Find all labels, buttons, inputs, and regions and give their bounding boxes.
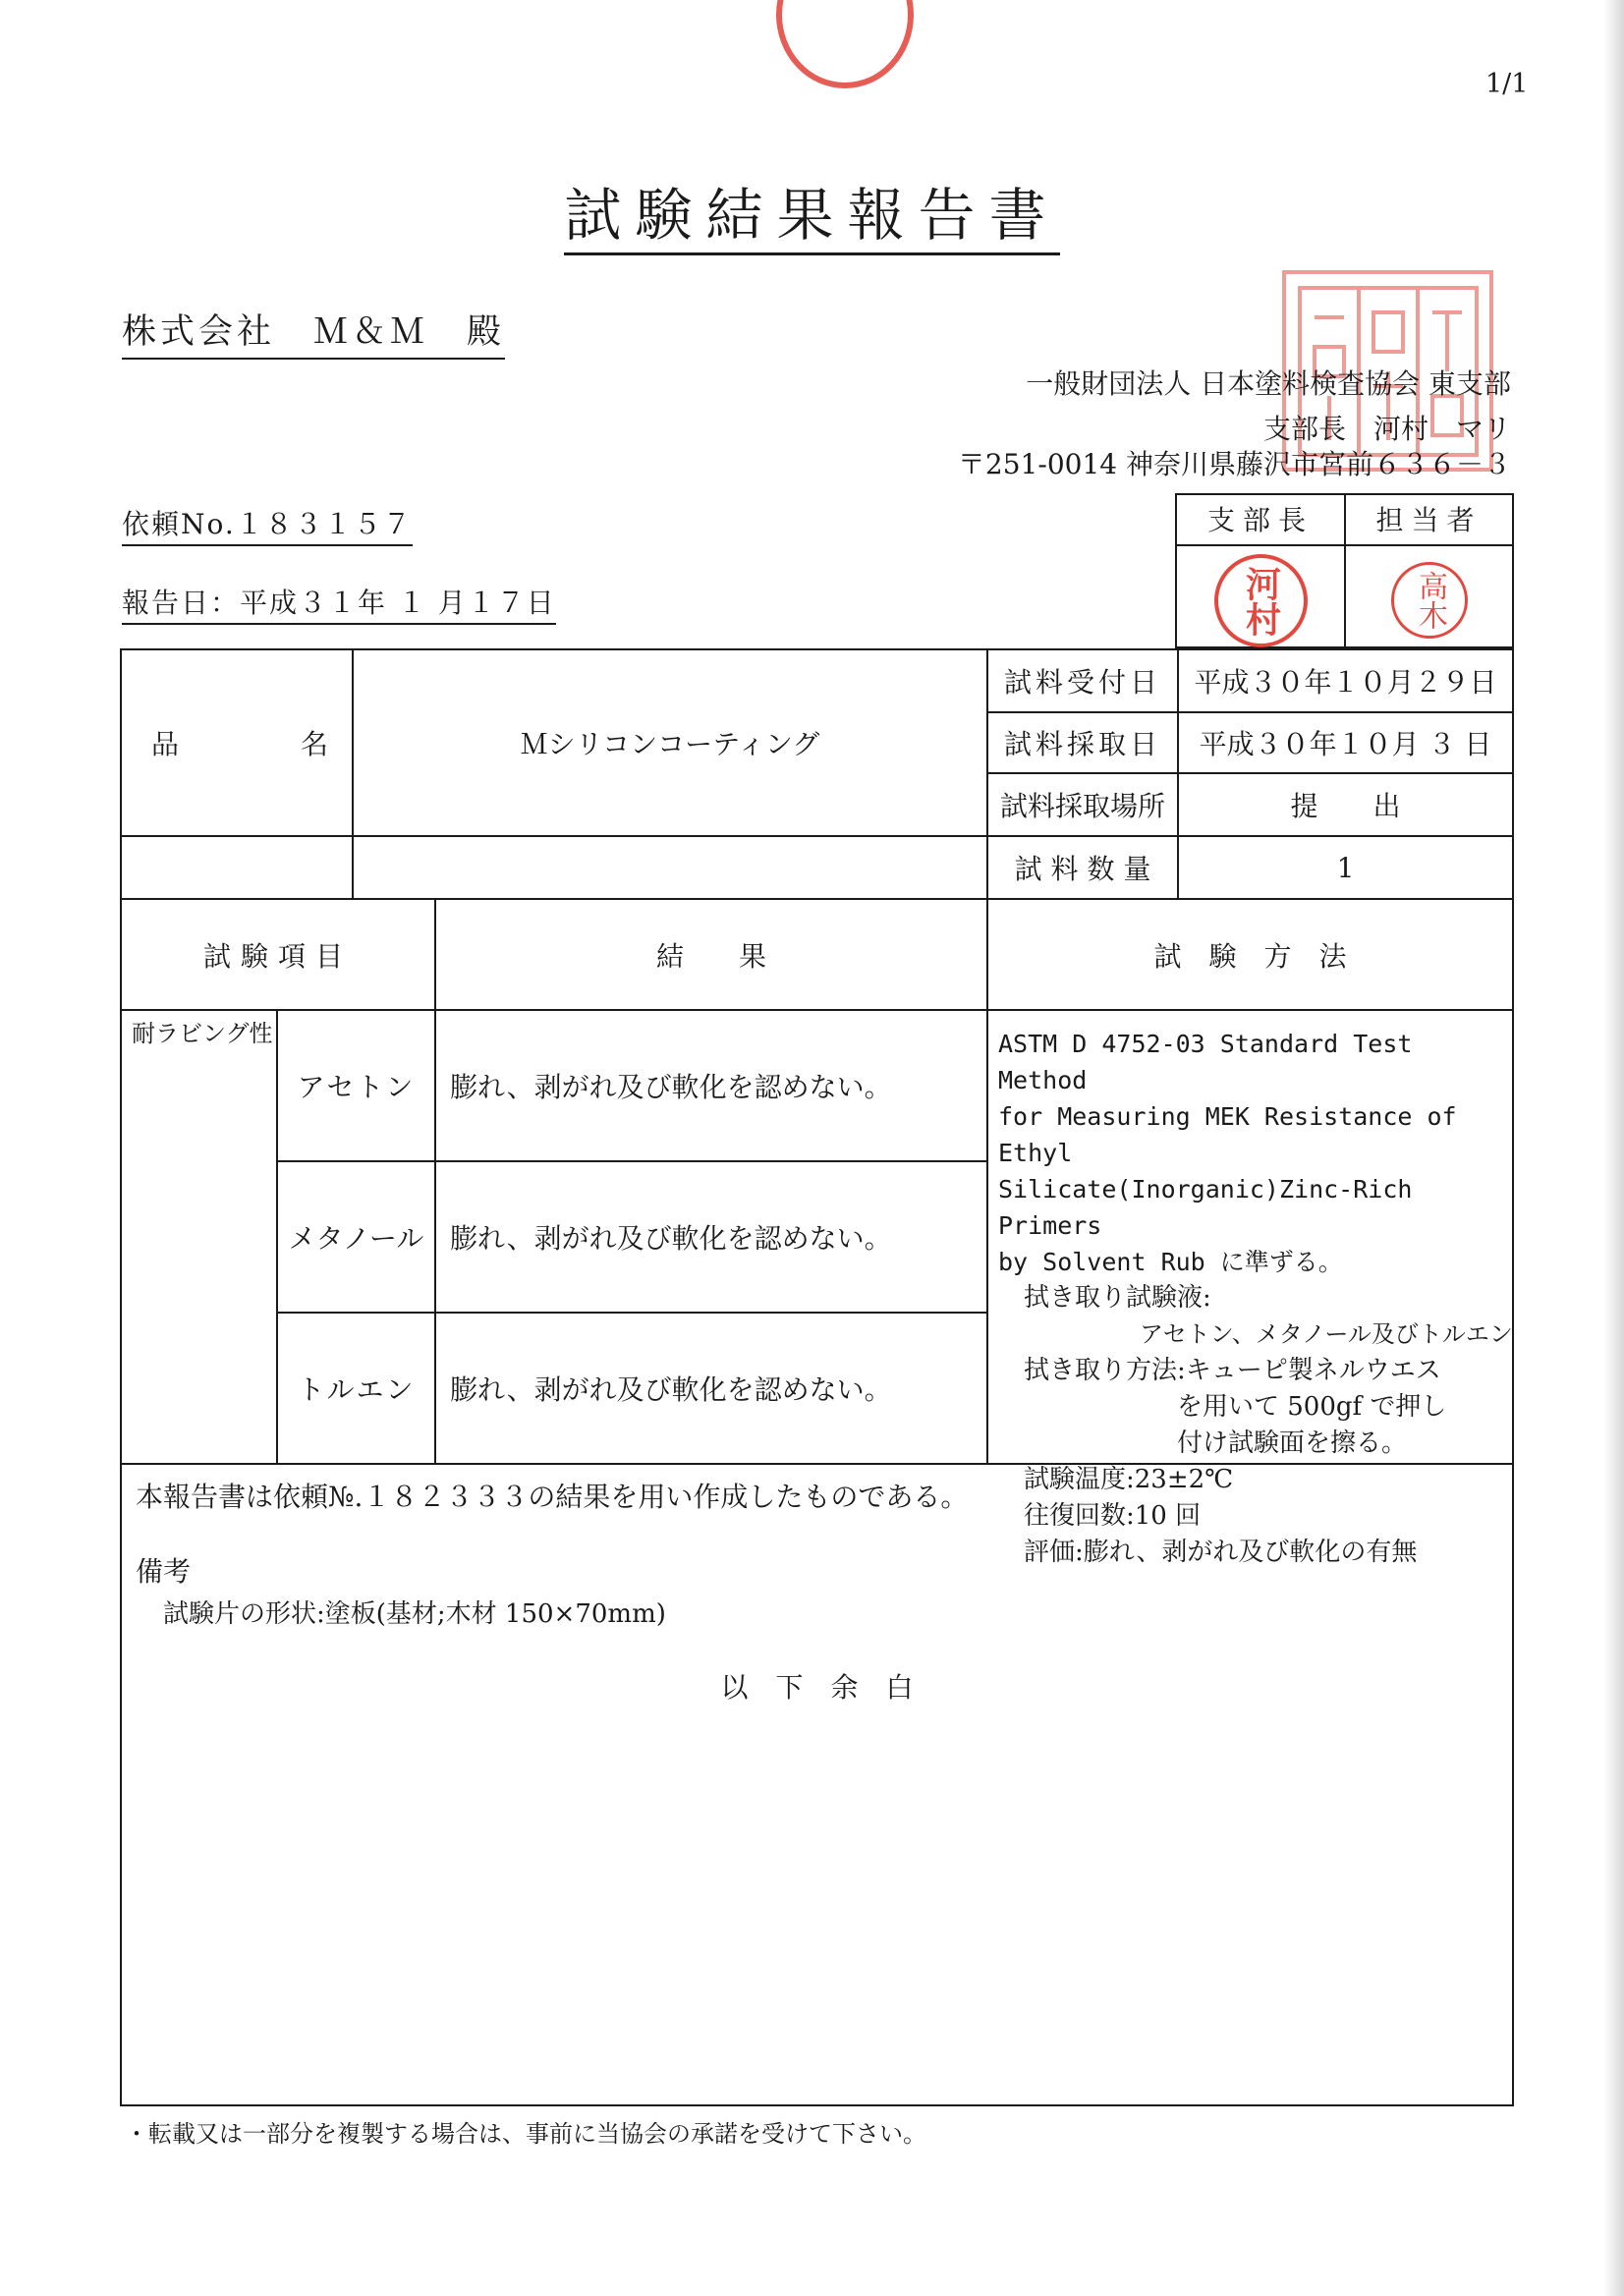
head-seal-text: 河村 [1240,565,1282,637]
method-line: 往復回数:10 回 [998,1501,1202,1531]
method-line: アセトン、メタノール及びトルエン [998,1320,1513,1348]
test-solvent: トルエン [297,1373,416,1406]
method-line: 付け試験面を擦る。 [998,1428,1408,1458]
method-line: 試験温度:23±2℃ [998,1465,1234,1494]
method-line: 拭き取り方法:キューピ製ネルウエス [998,1356,1441,1385]
recipient: 株式会社 Ｍ＆Ｍ 殿 [122,305,505,360]
page-number: 1/1 [1485,69,1529,99]
top-seal [776,0,914,88]
stamp-box-divider [1344,495,1346,646]
test-result: 膨れ、剥がれ及び軟化を認めない。 [450,1071,892,1103]
sample-info-label: 試料受付日 [1003,666,1161,699]
end-marker: 以 下 余 白 [720,1671,914,1704]
sample-info-value: 提 出 [1290,790,1401,822]
col-line [986,650,988,1463]
test-solvent: アセトン [297,1071,416,1103]
sample-info-label: 試 料 数 量 [1014,853,1151,885]
stamp-header-head: 支部長 [1177,495,1344,546]
footnote: ・転載又は一部分を複製する場合は、事前に当協会の承諾を受けて下さい。 [125,2120,926,2148]
sample-info-value: 平成３０年１０月２９日 [1194,666,1497,699]
report-note: 本報告書は依頼№.１８２３３３の結果を用い作成したものである。 [136,1481,969,1513]
sample-info-label: 試料採取場所 [999,790,1165,822]
issuer-address: 〒251-0014 神奈川県藤沢市宮前６３６－３ [957,448,1511,480]
results-table [120,648,1514,2106]
sample-info-label: 試料採取日 [1003,728,1161,760]
title-text: 試験結果報告書 [564,182,1059,255]
header-result: 結 果 [655,939,766,973]
test-result: 膨れ、剥がれ及び軟化を認めない。 [450,1373,892,1406]
page-title [0,169,1624,252]
issuer-org: 一般財団法人 日本塗料検査協会 東支部 [1026,367,1511,400]
sample-info-value: 平成３０年１０月 ３ 日 [1199,728,1492,760]
stamp-header-staff: 担当者 [1346,495,1512,546]
issuer-head: 支部長 河村 マリ [1262,413,1511,445]
staff-personal-seal [1391,562,1468,639]
remarks-text: 試験片の形状:塗板(基材;木材 150×70mm) [163,1598,666,1629]
report-date: 報告日：平成３１年 １ 月１７日 [122,582,556,625]
request-number: 依頼No.１８３１５７ [122,503,413,546]
test-category: 耐ラビング性 [132,1020,273,1047]
method-line: Silicate(Inorganic)Zinc-Rich Primers [998,1175,1413,1240]
method-line: by Solvent Rub に準ずる。 [998,1248,1343,1276]
method-line: 拭き取り試験液: [998,1283,1211,1313]
test-solvent: メタノール [288,1222,424,1255]
sample-info-value: 1 [1336,851,1355,884]
test-result: 膨れ、剥がれ及び軟化を認めない。 [450,1222,892,1255]
staff-seal-text: 高木 [1413,571,1447,630]
scan-edge [1603,0,1624,2296]
method-line: for Measuring MEK Resistance of Ethyl [998,1102,1457,1167]
header-test-item: 試験項目 [202,939,353,973]
product-name: Ｍシリコンコーティング [520,728,820,760]
head-personal-seal [1214,554,1308,647]
method-line: ASTM D 4752-03 Standard Test Method [998,1030,1413,1094]
product-label: 品 名 [151,728,339,760]
method-line: を用いて 500gf で押し [998,1392,1447,1422]
approval-stamp-box [1175,493,1514,648]
remarks-label: 備考 [136,1555,192,1588]
header-method: 試 験 方 法 [1153,939,1347,973]
method-line: 評価:膨れ、剥がれ及び軟化の有無 [998,1538,1418,1567]
